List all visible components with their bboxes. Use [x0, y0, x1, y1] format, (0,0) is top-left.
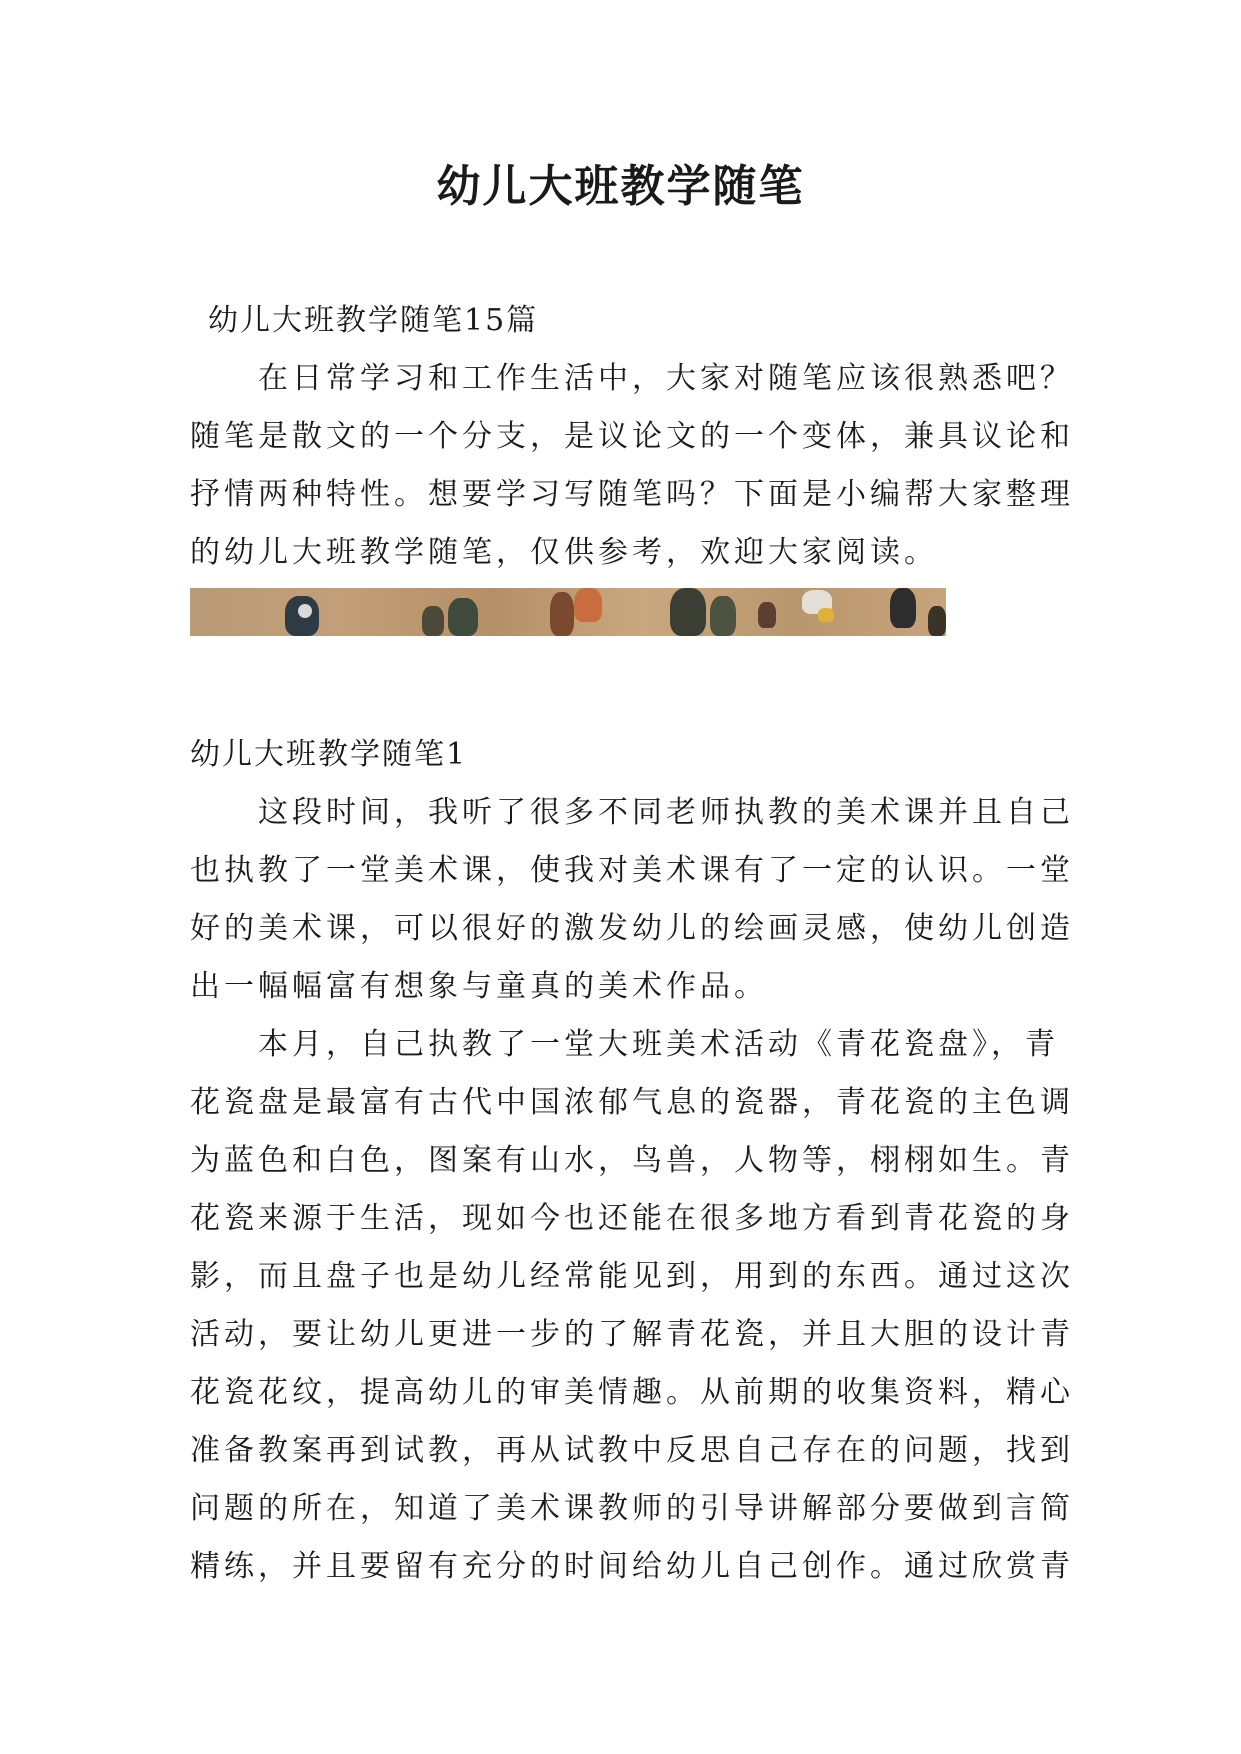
paragraph-line: 也执教了一堂美术课，使我对美术课有了一定的认识。一堂 — [190, 853, 1074, 888]
paragraph-line: 出一幅幅富有想象与童真的美术作品。 — [190, 969, 768, 1004]
paragraph-line: 在日常学习和工作生活中，大家对随笔应该很熟悉吧？ — [258, 361, 1074, 396]
paragraph-line: 抒情两种特性。想要学习写随笔吗？下面是小编帮大家整理 — [190, 477, 1074, 512]
paragraph-line: 问题的所在，知道了美术课教师的引导讲解部分要做到言简 — [190, 1491, 1074, 1526]
paragraph-line: 影，而且盘子也是幼儿经常能见到，用到的东西。通过这次 — [190, 1259, 1074, 1294]
paragraph-line: 准备教案再到试教，再从试教中反思自己存在的问题，找到 — [190, 1433, 1074, 1468]
paragraph-line: 这段时间，我听了很多不同老师执教的美术课并且自己 — [258, 795, 1074, 830]
paragraph-line: 本月，自己执教了一堂大班美术活动《青花瓷盘》，青 — [258, 1027, 1059, 1062]
paragraph-line: 花瓷花纹，提高幼儿的审美情趣。从前期的收集资料，精心 — [190, 1375, 1074, 1410]
section-heading: 幼儿大班教学随笔1 — [190, 737, 468, 772]
paragraph-line: 花瓷盘是最富有古代中国浓郁气息的瓷器，青花瓷的主色调 — [190, 1085, 1074, 1120]
paragraph-line: 活动，要让幼儿更进一步的了解青花瓷，并且大胆的设计青 — [190, 1317, 1074, 1352]
page-title: 幼儿大班教学随笔 — [436, 161, 805, 212]
paragraph-line: 花瓷来源于生活，现如今也还能在很多地方看到青花瓷的身 — [190, 1201, 1074, 1236]
section-paragraph-2 — [190, 1016, 1074, 1596]
banner-photo — [190, 588, 946, 636]
paragraph-line: 的幼儿大班教学随笔，仅供参考，欢迎大家阅读。 — [190, 535, 938, 570]
paragraph-line: 随笔是散文的一个分支，是议论文的一个变体，兼具议论和 — [190, 419, 1074, 454]
paragraph-line: 精练，并且要留有充分的时间给幼儿自己创作。通过欣赏青 — [190, 1549, 1074, 1584]
section-paragraph-1 — [190, 784, 1074, 1016]
intro-paragraph — [190, 350, 1074, 582]
paragraph-line: 好的美术课，可以很好的激发幼儿的绘画灵感，使幼儿创造 — [190, 911, 1074, 946]
document-subtitle: 幼儿大班教学随笔15篇 — [208, 303, 539, 338]
paragraph-line: 为蓝色和白色，图案有山水，鸟兽，人物等，栩栩如生。青 — [190, 1143, 1074, 1178]
document-body — [190, 292, 1074, 1596]
